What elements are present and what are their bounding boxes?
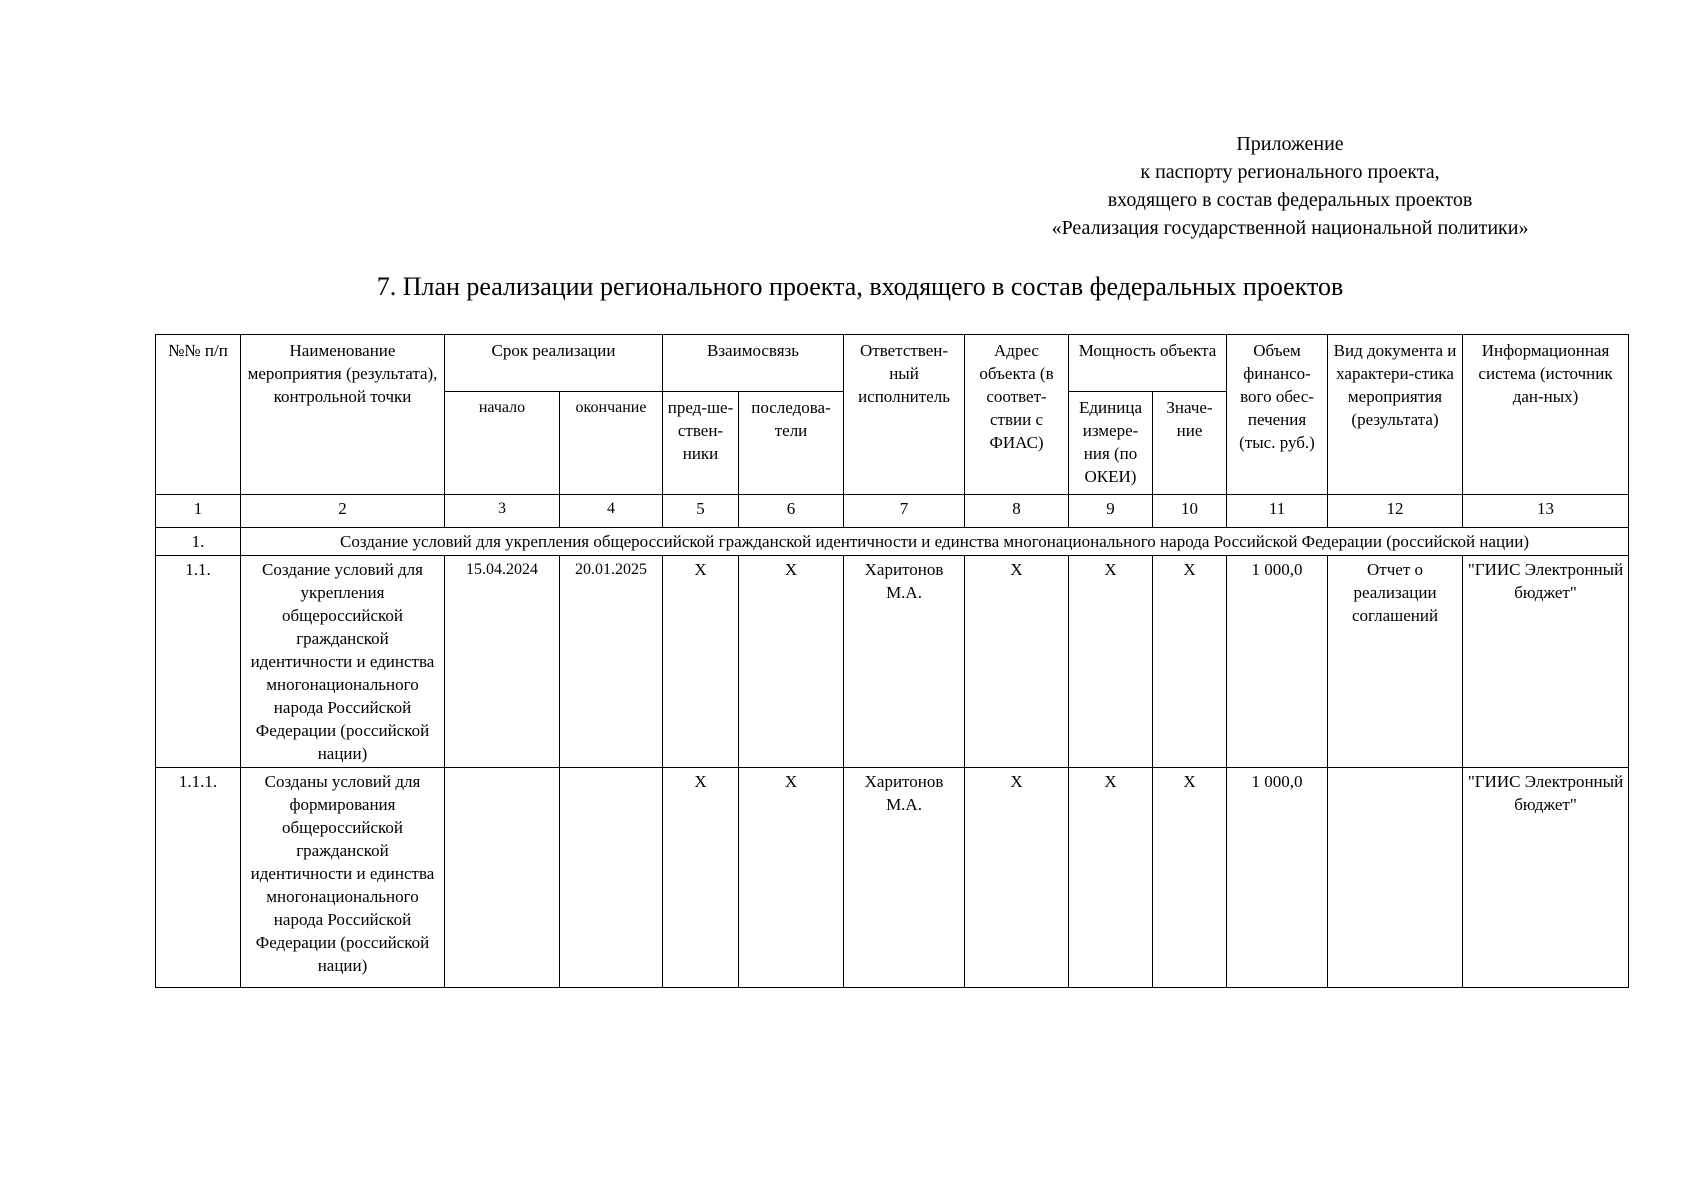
appendix-line-1: Приложение <box>1236 133 1344 155</box>
row-value: X <box>1153 556 1227 768</box>
col-number: 2 <box>241 495 445 528</box>
row-finance: 1 000,0 <box>1227 556 1328 768</box>
table-row <box>156 556 1629 768</box>
row-pred: X <box>663 556 739 768</box>
section-row <box>156 528 1629 556</box>
section-num: 1. <box>156 528 241 556</box>
header-link: Взаимосвязь <box>663 335 844 392</box>
row-address: X <box>965 556 1069 768</box>
row-system: "ГИИС Электронный бюджет" <box>1463 768 1629 988</box>
header-responsible: Ответствен-ный исполнитель <box>844 335 965 495</box>
row-doc <box>1328 768 1463 988</box>
page-title: 7. План реализации регионального проекта, входящего в состав федеральных проектов <box>376 272 1344 301</box>
header-num: №№ п/п <box>156 335 241 495</box>
col-number: 11 <box>1227 495 1328 528</box>
row-doc: Отчет о реализации соглашений <box>1328 556 1463 768</box>
row-responsible: Харитонов М.А. <box>844 768 965 988</box>
header-capacity-unit: Единица измере-ния (по ОКЕИ) <box>1069 392 1153 495</box>
col-number: 6 <box>739 495 844 528</box>
row-next: X <box>739 768 844 988</box>
header-term-end: окончание <box>560 392 663 495</box>
col-number: 4 <box>560 495 663 528</box>
row-finance: 1 000,0 <box>1227 768 1328 988</box>
col-number: 8 <box>965 495 1069 528</box>
header-term-start: начало <box>445 392 560 495</box>
row-unit: X <box>1069 768 1153 988</box>
header-system: Информационная система (источник дан-ных) <box>1463 335 1629 495</box>
header-address: Адрес объекта (в соответ-ствии с ФИАС) <box>965 335 1069 495</box>
row-name: Созданы условий для формирования общероссийской гражданской идентичности и единства многонационального народа Российской Федерации (российской нации) <box>241 768 445 988</box>
col-number: 7 <box>844 495 965 528</box>
header-term: Срок реализации <box>445 335 663 392</box>
appendix-line-3: входящего в состав федеральных проектов <box>1107 189 1473 211</box>
plan-table <box>155 334 1629 988</box>
col-number: 3 <box>445 495 560 528</box>
row-pred: X <box>663 768 739 988</box>
row-end <box>560 768 663 988</box>
row-start: 15.04.2024 <box>445 556 560 768</box>
header-link-next: последова-тели <box>739 392 844 495</box>
col-number: 9 <box>1069 495 1153 528</box>
section-title: Создание условий для укрепления общероссийской гражданской идентичности и единства многонационального народа Российской Федерации (российской нации) <box>241 528 1629 556</box>
row-name: Создание условий для укрепления общероссийской гражданской идентичности и единства многонационального народа Российской Федерации (российской нации) <box>241 556 445 768</box>
header-link-pred: пред-ше-ствен-ники <box>663 392 739 495</box>
appendix-block <box>990 130 1590 242</box>
row-num: 1.1.1. <box>156 768 241 988</box>
row-next: X <box>739 556 844 768</box>
row-start <box>445 768 560 988</box>
table-row <box>156 768 1629 988</box>
row-system: "ГИИС Электронный бюджет" <box>1463 556 1629 768</box>
header-capacity: Мощность объекта <box>1069 335 1227 392</box>
header-finance: Объем финансо-вого обес-печения (тыс. руб.) <box>1227 335 1328 495</box>
header-name: Наименование мероприятия (результата), контрольной точки <box>241 335 445 495</box>
row-address: X <box>965 768 1069 988</box>
appendix-line-2: к паспорту регионального проекта, <box>1140 161 1440 183</box>
appendix-line-4: «Реализация государственной национальной политики» <box>1051 217 1529 239</box>
column-numbers-row <box>156 495 1629 528</box>
header-row-1 <box>156 335 1629 392</box>
col-number: 10 <box>1153 495 1227 528</box>
row-responsible: Харитонов М.А. <box>844 556 965 768</box>
col-number: 12 <box>1328 495 1463 528</box>
header-doc: Вид документа и характери-стика мероприятия (результата) <box>1328 335 1463 495</box>
row-value: X <box>1153 768 1227 988</box>
col-number: 13 <box>1463 495 1629 528</box>
col-number: 5 <box>663 495 739 528</box>
header-capacity-value: Значе-ние <box>1153 392 1227 495</box>
row-num: 1.1. <box>156 556 241 768</box>
row-end: 20.01.2025 <box>560 556 663 768</box>
col-number: 1 <box>156 495 241 528</box>
row-unit: X <box>1069 556 1153 768</box>
